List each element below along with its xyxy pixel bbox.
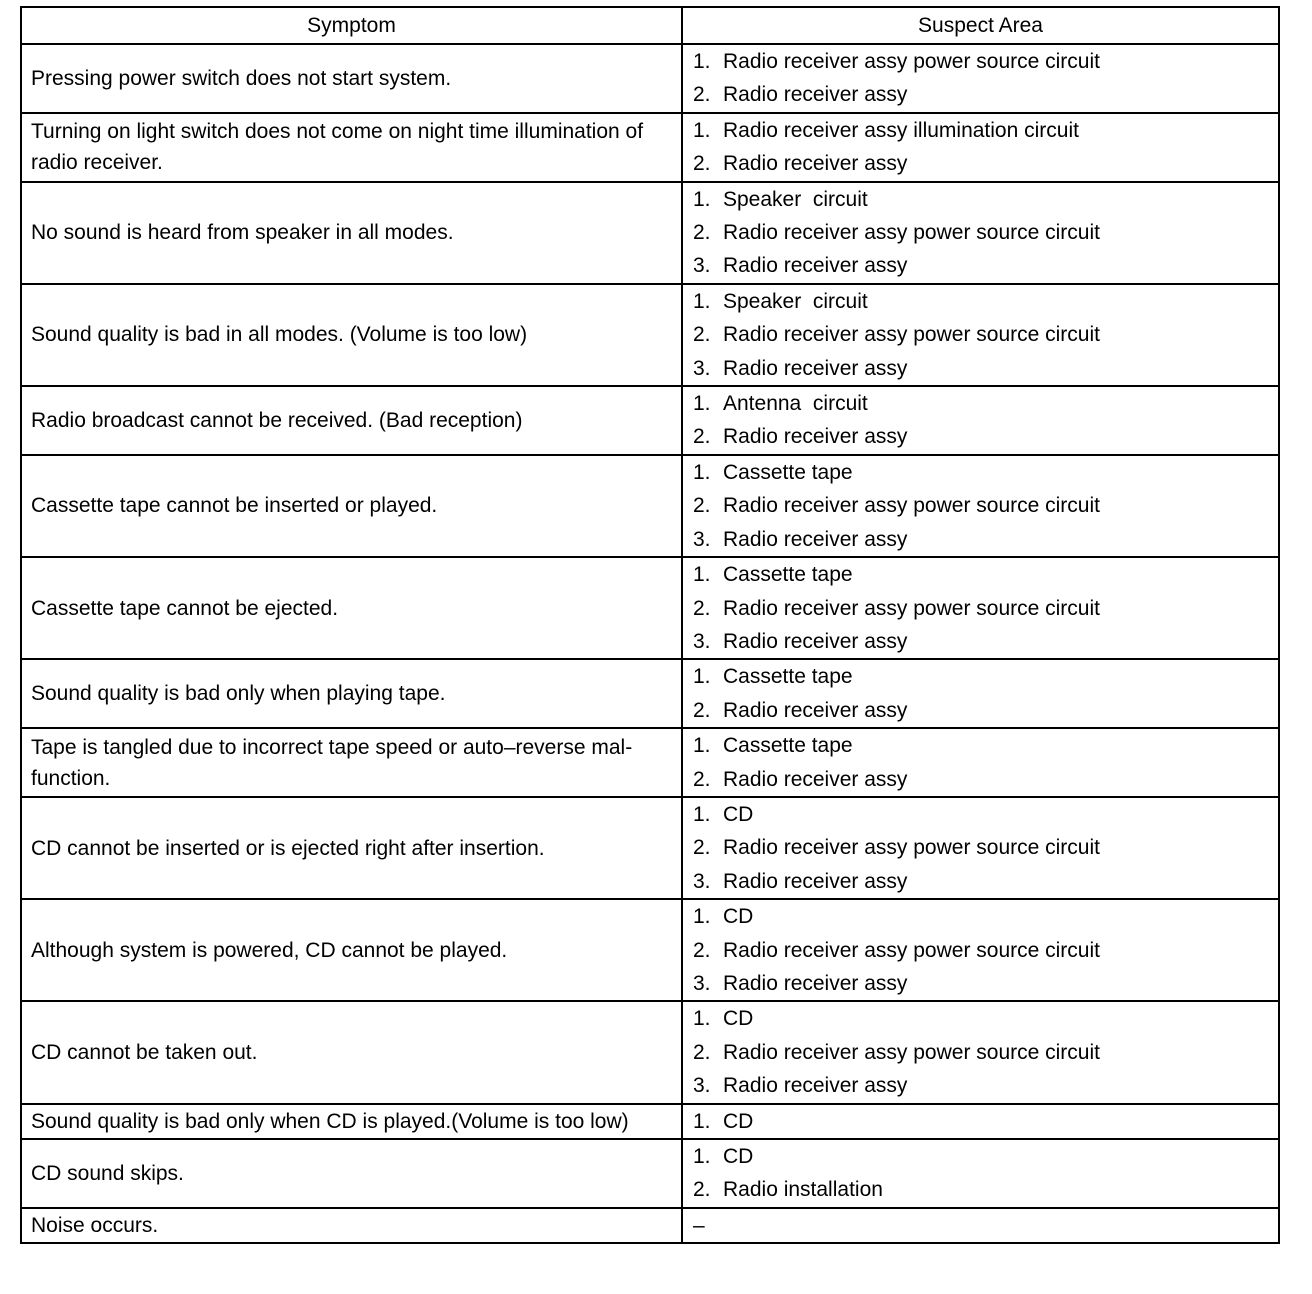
item-number: 2. <box>693 83 711 107</box>
item-text: Radio receiver assy power source circuit <box>723 221 1100 245</box>
item-number: 2. <box>693 221 711 245</box>
item-number: 2. <box>693 1178 711 1202</box>
table-row <box>21 44 1279 113</box>
suspect-area-cell <box>682 899 1279 1001</box>
item-text: CD <box>723 1145 754 1168</box>
item-number: 3. <box>693 971 711 995</box>
suspect-area-item <box>693 592 1272 625</box>
item-number: 1. <box>693 118 711 142</box>
table-row <box>21 1104 1279 1139</box>
item-text: Cassette tape <box>723 665 853 689</box>
item-text: Radio receiver assy <box>723 1074 908 1098</box>
item-number: 1. <box>693 460 711 484</box>
item-text: Radio receiver assy power source circuit <box>723 50 1100 73</box>
item-text: Radio receiver assy power source circuit <box>723 1040 1100 1064</box>
table-row <box>21 182 1279 284</box>
item-text: Radio receiver assy <box>723 425 908 449</box>
item-text: Radio receiver assy power source circuit <box>723 323 1100 347</box>
item-text: Radio receiver assy <box>723 356 908 380</box>
suspect-area-item <box>693 78 1272 111</box>
suspect-area-item <box>693 900 1272 933</box>
item-text: Radio receiver assy power source circuit <box>723 938 1100 962</box>
troubleshooting-table <box>20 6 1280 1244</box>
symptom-cell: Noise occurs. <box>21 1208 682 1243</box>
table-body <box>21 44 1279 1243</box>
item-number: 2. <box>693 596 711 620</box>
table-row <box>21 899 1279 1001</box>
symptom-cell: Although system is powered, CD cannot be played. <box>21 899 682 1001</box>
suspect-area-item <box>693 1069 1272 1102</box>
suspect-area-item <box>693 183 1272 216</box>
item-number: 2. <box>693 152 711 176</box>
suspect-area-item <box>693 1105 1272 1138</box>
item-text: Radio receiver assy <box>723 629 908 653</box>
symptom-cell: CD cannot be inserted or is ejected right after insertion. <box>21 797 682 899</box>
suspect-area-item <box>693 763 1272 796</box>
suspect-area-item <box>693 625 1272 658</box>
suspect-area-item <box>693 967 1272 1000</box>
symptom-cell: Turning on light switch does not come on night time illumination of radio receiver. <box>21 113 682 182</box>
item-number: 1. <box>693 905 711 929</box>
suspect-area-none: – <box>693 1213 705 1237</box>
item-text: Cassette tape <box>723 460 853 484</box>
item-text: CD <box>723 1007 754 1031</box>
suspect-area-item <box>693 523 1272 556</box>
table-row <box>21 455 1279 557</box>
suspect-area-cell <box>682 728 1279 797</box>
item-text: Radio receiver assy <box>723 83 908 107</box>
table-row <box>21 659 1279 728</box>
item-number: 1. <box>693 734 711 758</box>
item-number: 2. <box>693 323 711 347</box>
item-number: 3. <box>693 356 711 380</box>
suspect-area-item <box>693 831 1272 864</box>
item-number: 1. <box>693 187 711 211</box>
suspect-area-item <box>693 694 1272 727</box>
item-text: CD <box>723 905 754 929</box>
item-number: 1. <box>693 1109 711 1133</box>
item-number: 1. <box>693 802 711 826</box>
item-number: 1. <box>693 289 711 313</box>
table-row <box>21 284 1279 386</box>
symptom-cell: Tape is tangled due to incorrect tape speed or auto–reverse mal- function. <box>21 728 682 797</box>
suspect-area-cell <box>682 44 1279 113</box>
symptom-cell: Cassette tape cannot be inserted or played. <box>21 455 682 557</box>
item-text: CD <box>723 802 754 826</box>
suspect-area-item <box>693 660 1272 693</box>
table-row <box>21 1139 1279 1208</box>
item-text: Radio receiver assy <box>723 869 908 893</box>
table-row <box>21 113 1279 182</box>
item-text: Radio receiver assy <box>723 698 908 722</box>
suspect-area-cell <box>682 1001 1279 1103</box>
suspect-area-item <box>693 45 1272 78</box>
table-row <box>21 386 1279 455</box>
table-header-row <box>21 7 1279 44</box>
item-text: Radio receiver assy <box>723 527 908 551</box>
suspect-area-item <box>693 1036 1272 1069</box>
item-text: Antenna circuit <box>723 392 868 416</box>
suspect-area-item <box>693 387 1272 420</box>
item-number: 1. <box>693 1007 711 1031</box>
suspect-area-cell <box>682 1208 1279 1243</box>
item-text: Cassette tape <box>723 734 853 758</box>
item-text: Radio receiver assy power source circuit <box>723 836 1100 860</box>
suspect-area-item <box>693 285 1272 318</box>
table-row <box>21 557 1279 659</box>
item-number: 2. <box>693 494 711 518</box>
symptom-cell: Sound quality is bad in all modes. (Volume is too low) <box>21 284 682 386</box>
item-number: 1. <box>693 665 711 689</box>
suspect-area-item <box>693 865 1272 898</box>
suspect-area-item <box>693 318 1272 351</box>
suspect-area-column-header: Suspect Area <box>682 7 1279 44</box>
suspect-area-item <box>693 934 1272 967</box>
item-number: 1. <box>693 50 711 73</box>
item-number: 1. <box>693 563 711 587</box>
table-row <box>21 1208 1279 1243</box>
suspect-area-cell <box>682 182 1279 284</box>
suspect-area-item <box>693 1173 1272 1206</box>
item-number: 2. <box>693 425 711 449</box>
item-text: Radio receiver assy <box>723 152 908 176</box>
suspect-area-item <box>693 798 1272 831</box>
item-text: Cassette tape <box>723 563 853 587</box>
item-number: 3. <box>693 527 711 551</box>
item-text: Radio receiver assy illumination circuit <box>723 118 1079 142</box>
suspect-area-item <box>693 1002 1272 1035</box>
item-number: 2. <box>693 1040 711 1064</box>
table-row <box>21 728 1279 797</box>
suspect-area-item <box>693 352 1272 385</box>
suspect-area-item <box>693 489 1272 522</box>
suspect-area-cell <box>682 113 1279 182</box>
suspect-area-cell <box>682 557 1279 659</box>
item-text: Radio installation <box>723 1178 883 1202</box>
suspect-area-cell <box>682 1104 1279 1139</box>
item-text: Radio receiver assy <box>723 971 908 995</box>
suspect-area-cell <box>682 659 1279 728</box>
suspect-area-item <box>693 216 1272 249</box>
suspect-area-item <box>693 147 1272 180</box>
item-number: 1. <box>693 392 711 416</box>
symptom-cell: CD cannot be taken out. <box>21 1001 682 1103</box>
suspect-area-cell <box>682 1139 1279 1208</box>
item-text: Speaker circuit <box>723 187 868 211</box>
item-text: CD <box>723 1109 754 1133</box>
symptom-cell: Radio broadcast cannot be received. (Bad reception) <box>21 386 682 455</box>
item-text: Radio receiver assy <box>723 254 908 278</box>
item-number: 3. <box>693 254 711 278</box>
suspect-area-item <box>693 420 1272 453</box>
item-text: Speaker circuit <box>723 289 868 313</box>
suspect-area-item <box>693 729 1272 762</box>
table-row <box>21 797 1279 899</box>
item-number: 2. <box>693 698 711 722</box>
item-number: 3. <box>693 629 711 653</box>
item-number: 2. <box>693 938 711 962</box>
symptom-cell: No sound is heard from speaker in all modes. <box>21 182 682 284</box>
item-number: 3. <box>693 1074 711 1098</box>
suspect-area-item <box>693 456 1272 489</box>
item-number: 1. <box>693 1145 711 1168</box>
symptom-cell: Sound quality is bad only when CD is played.(Volume is too low) <box>21 1104 682 1139</box>
suspect-area-item <box>693 249 1272 282</box>
suspect-area-cell <box>682 797 1279 899</box>
suspect-area-cell <box>682 284 1279 386</box>
suspect-area-cell <box>682 386 1279 455</box>
suspect-area-item <box>693 114 1272 147</box>
item-text: Radio receiver assy <box>723 767 908 791</box>
suspect-area-item <box>693 558 1272 591</box>
item-text: Radio receiver assy power source circuit <box>723 494 1100 518</box>
symptom-cell: Cassette tape cannot be ejected. <box>21 557 682 659</box>
item-number: 2. <box>693 836 711 860</box>
item-number: 3. <box>693 869 711 893</box>
symptom-cell: Sound quality is bad only when playing tape. <box>21 659 682 728</box>
suspect-area-item <box>693 1140 1272 1173</box>
table-row <box>21 1001 1279 1103</box>
symptom-cell: Pressing power switch does not start system. <box>21 44 682 113</box>
symptom-cell: CD sound skips. <box>21 1139 682 1208</box>
suspect-area-cell <box>682 455 1279 557</box>
item-number: 2. <box>693 767 711 791</box>
symptom-column-header: Symptom <box>21 7 682 44</box>
item-text: Radio receiver assy power source circuit <box>723 596 1100 620</box>
